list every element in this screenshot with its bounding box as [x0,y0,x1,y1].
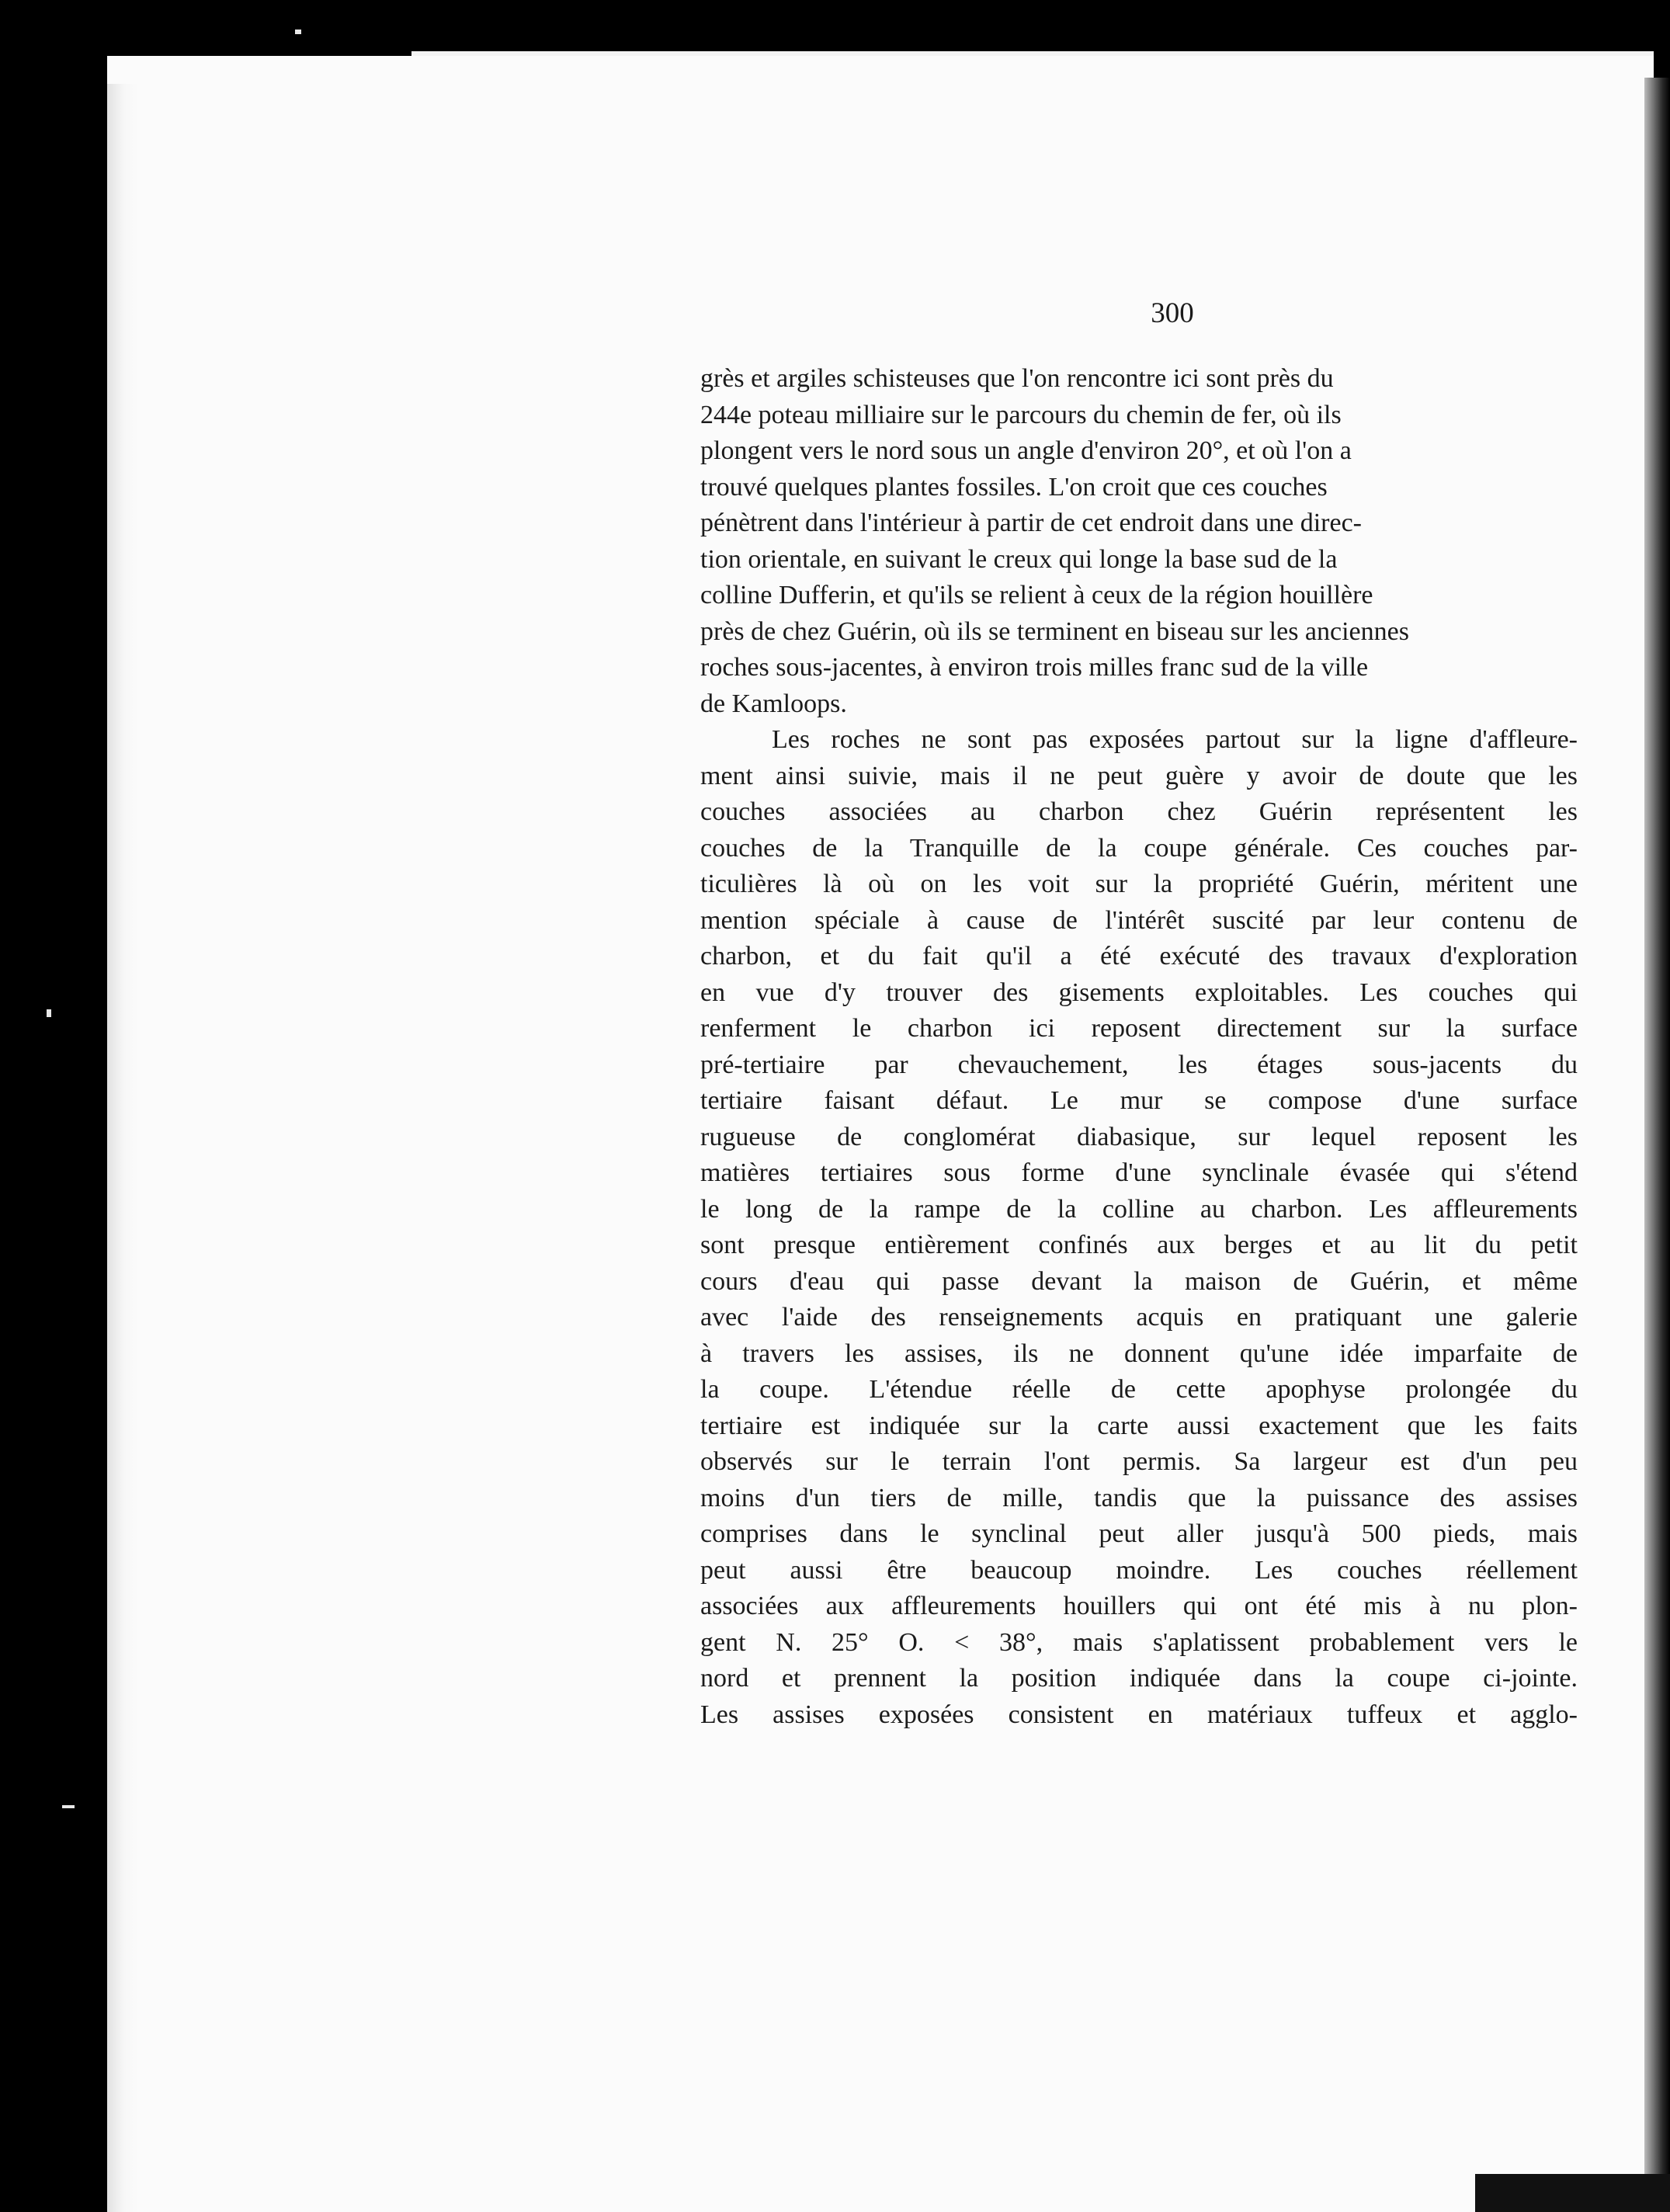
text-line: pré-tertiaire par chevauchement, les étages sous-jacents du [700,1050,1578,1079]
text-line: nord et prennent la position indiquée dans la coupe ci-jointe. [700,1664,1578,1693]
text-line: en vue d'y trouver des gisements exploitables. Les couches qui [700,978,1578,1007]
text-line: observés sur le terrain l'ont permis. Sa largeur est d'un peu [700,1447,1578,1476]
scan-speck [47,1009,51,1017]
text-line: pénètrent dans l'intérieur à partir de cet endroit dans une direc- [700,509,1362,537]
text-line: sont presque entièrement confinés aux berges et au lit du petit [700,1231,1578,1259]
text-line: mention spéciale à cause de l'intérêt suscité par leur contenu de [700,905,1578,935]
text-line: renferment le charbon ici reposent directement sur la surface [700,1014,1578,1043]
text-line: près de chez Guérin, où ils se terminent en biseau sur les anciennes [700,616,1409,646]
text-line: grès et argiles schisteuses que l'on rencontre ici sont près du [700,364,1334,393]
text-line: peut aussi être beaucoup moindre. Les couches réellement [700,1555,1578,1585]
text-line: tertiaire est indiquée sur la carte aussi exactement que les faits [700,1411,1578,1440]
text-line: comprises dans le synclinal peut aller jusqu'à 500 pieds, mais [700,1519,1578,1548]
text-line: tion orientale, en suivant le creux qui longe la base sud de la [700,544,1338,574]
text-line: à travers les assises, ils ne donnent qu'une idée imparfaite de [700,1339,1578,1368]
page-right-shadow [1644,78,1670,2212]
text-line: ticulières là où on les voit sur la propriété Guérin, méritent une [700,870,1578,898]
text-line: roches sous-jacentes, à environ trois milles franc sud de la ville [700,653,1369,682]
text-line: le long de la rampe de la colline au charbon. Les affleurements [700,1194,1578,1224]
text-line: couches de la Tranquille de la coupe générale. Ces couches par- [700,833,1578,863]
text-line: tertiaire faisant défaut. Le mur se compose d'une surface [700,1086,1578,1115]
text-line: plongent vers le nord sous un angle d'environ 20°, et où l'on a [700,436,1352,465]
body-text [700,361,1578,1733]
paragraph-2 [700,722,1578,1733]
page-corner-shadow [1475,2174,1670,2212]
page-number: 300 [1151,297,1194,329]
text-line: 244e poteau milliaire sur le parcours du chemin de fer, où ils [700,400,1342,429]
text-line: la coupe. L'étendue réelle de cette apophyse prolongée du [700,1375,1578,1404]
text-line: trouvé quelques plantes fossiles. L'on croit que ces couches [700,472,1328,502]
text-line: de Kamloops. [700,689,847,718]
text-line: charbon, et du fait qu'il a été exécuté des travaux d'exploration [700,942,1578,971]
paragraph-1 [700,361,1578,722]
scan-speck [295,30,301,34]
text-line: couches associées au charbon chez Guérin représentent les [700,797,1578,826]
text-line: avec l'aide des renseignements acquis en pratiquant une galerie [700,1303,1578,1332]
text-line: cours d'eau qui passe devant la maison de Guérin, et même [700,1266,1578,1296]
text-line: Les assises exposées consistent en matériaux tuffeux et agglo- [700,1700,1578,1729]
text-line: Les roches ne sont pas exposées partout sur la ligne d'affleure- [772,725,1578,754]
text-line: ment ainsi suivie, mais il ne peut guère y avoir de doute que les [700,761,1578,790]
text-line: gent N. 25° O. < 38°, mais s'aplatissent probablement vers le [700,1627,1578,1657]
text-line: rugueuse de conglomérat diabasique, sur lequel reposent les [700,1122,1578,1151]
text-line: associées aux affleurements houillers qui ont été mis à nu plon- [700,1592,1578,1620]
scan-speck [62,1805,75,1808]
text-line: colline Dufferin, et qu'ils se relient à ceux de la région houillère [700,581,1373,609]
text-line: moins d'un tiers de mille, tandis que la puissance des assises [700,1483,1578,1512]
page-gutter [107,84,138,2212]
text-line: matières tertiaires sous forme d'une synclinale évasée qui s'étend [700,1158,1578,1187]
